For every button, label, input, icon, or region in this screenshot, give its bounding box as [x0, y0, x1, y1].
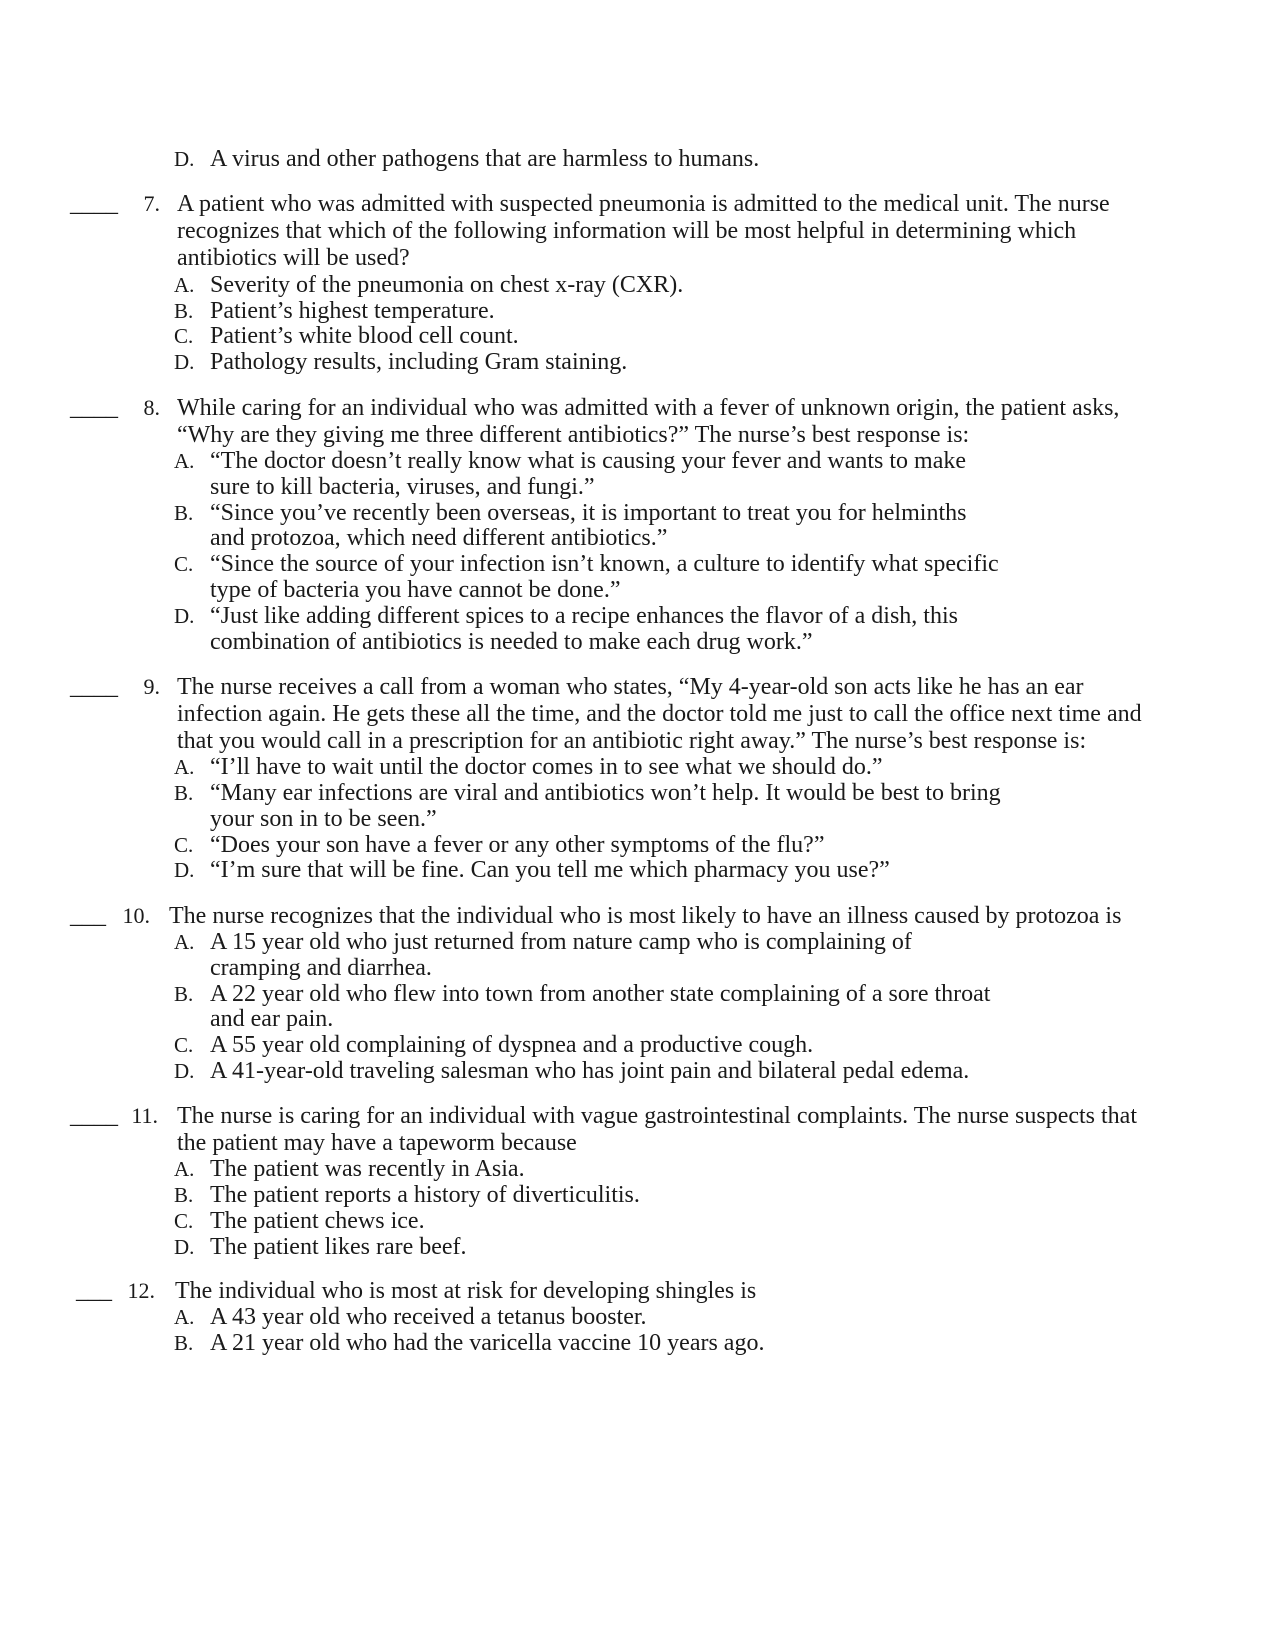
option-letter: C.: [174, 552, 194, 576]
option-text: Patient’s highest temperature.: [210, 298, 495, 324]
option-letter: C.: [174, 1033, 194, 1057]
question-stem-line: The individual who is most at risk for developing shingles is: [175, 1278, 757, 1304]
option-letter: D.: [174, 1059, 195, 1083]
option-text: type of bacteria you have cannot be done.”: [210, 577, 621, 603]
option-letter: A.: [174, 930, 195, 954]
answer-blank[interactable]: ____: [70, 191, 118, 217]
option-text: “Since the source of your infection isn’t known, a culture to identify what specific: [210, 551, 999, 577]
option-text: “Many ear infections are viral and antibiotics won’t help. It would be best to bring: [210, 780, 1001, 806]
option-letter: A.: [174, 1305, 195, 1329]
question-stem-line: “Why are they giving me three different antibiotics?” The nurse’s best response is:: [177, 422, 970, 448]
option-text: sure to kill bacteria, viruses, and fungi.”: [210, 474, 595, 500]
option-text: and ear pain.: [210, 1006, 334, 1032]
option-letter: B.: [174, 299, 194, 323]
question-stem-line: While caring for an individual who was admitted with a fever of unknown origin, the patient asks,: [177, 395, 1120, 421]
question-number: 12.: [127, 1278, 155, 1303]
option-text: and protozoa, which need different antibiotics.”: [210, 525, 668, 551]
option-text: A 22 year old who flew into town from another state complaining of a sore throat: [210, 981, 991, 1007]
question-stem-line: the patient may have a tapeworm because: [177, 1130, 577, 1156]
option-text: cramping and diarrhea.: [210, 955, 432, 981]
option-letter: C.: [174, 1209, 194, 1233]
option-letter: D.: [174, 350, 195, 374]
question-stem-line: antibiotics will be used?: [177, 245, 410, 271]
question-number: 11.: [131, 1103, 158, 1128]
answer-blank[interactable]: ____: [70, 1103, 118, 1129]
option-text: Patient’s white blood cell count.: [210, 323, 519, 349]
option-letter: D.: [174, 604, 195, 628]
question-stem-line: The nurse recognizes that the individual who is most likely to have an illness caused by protozoa is: [169, 903, 1122, 929]
option-text: A 41-year-old traveling salesman who has joint pain and bilateral pedal edema.: [210, 1058, 970, 1084]
option-letter: B.: [174, 982, 194, 1006]
option-text: “I’m sure that will be fine. Can you tell me which pharmacy you use?”: [210, 857, 890, 883]
option-text: “I’ll have to wait until the doctor comes in to see what we should do.”: [210, 754, 883, 780]
answer-blank[interactable]: ___: [70, 903, 106, 929]
option-text: Pathology results, including Gram staining.: [210, 349, 628, 375]
option-letter: B.: [174, 781, 194, 805]
option-text: The patient reports a history of diverticulitis.: [210, 1182, 640, 1208]
answer-blank[interactable]: ____: [70, 395, 118, 421]
option-text: “Just like adding different spices to a recipe enhances the flavor of a dish, this: [210, 603, 958, 629]
option-letter: D.: [174, 858, 195, 882]
option-text: The patient was recently in Asia.: [210, 1156, 525, 1182]
option-letter: A.: [174, 449, 195, 473]
option-letter: B.: [174, 1183, 194, 1207]
option-text: Severity of the pneumonia on chest x-ray (CXR).: [210, 272, 684, 298]
option-text: A 55 year old complaining of dyspnea and a productive cough.: [210, 1032, 814, 1058]
option-text: A 21 year old who had the varicella vaccine 10 years ago.: [210, 1330, 765, 1356]
option-text: The patient likes rare beef.: [210, 1234, 467, 1260]
option-letter: D.: [174, 1235, 195, 1259]
option-letter: C.: [174, 324, 194, 348]
question-number: 8.: [143, 395, 160, 420]
option-text: A 15 year old who just returned from nature camp who is complaining of: [210, 929, 912, 955]
option-letter: A.: [174, 1157, 195, 1181]
option-text: A 43 year old who received a tetanus booster.: [210, 1304, 647, 1330]
question-number: 10.: [122, 903, 150, 928]
option-text: “The doctor doesn’t really know what is causing your fever and wants to make: [210, 448, 966, 474]
option-letter: D.: [174, 147, 195, 171]
option-letter: B.: [174, 501, 194, 525]
question-stem-line: A patient who was admitted with suspected pneumonia is admitted to the medical unit. The nurse: [177, 191, 1110, 217]
question-number: 7.: [143, 191, 160, 216]
option-text: “Does your son have a fever or any other symptoms of the flu?”: [210, 832, 825, 858]
option-text: your son in to be seen.”: [210, 806, 437, 832]
option-letter: C.: [174, 833, 194, 857]
question-stem-line: infection again. He gets these all the time, and the doctor told me just to call the office next time and: [177, 701, 1142, 727]
option-text: combination of antibiotics is needed to make each drug work.”: [210, 629, 813, 655]
answer-blank[interactable]: ___: [76, 1278, 112, 1304]
answer-blank[interactable]: ____: [70, 674, 118, 700]
option-text: The patient chews ice.: [210, 1208, 425, 1234]
question-number: 9.: [143, 674, 160, 699]
question-stem-line: The nurse receives a call from a woman who states, “My 4-year-old son acts like he has an ear: [177, 674, 1084, 700]
option-text: “Since you’ve recently been overseas, it is important to treat you for helminths: [210, 500, 967, 526]
option-text: A virus and other pathogens that are harmless to humans.: [210, 146, 760, 172]
option-letter: A.: [174, 273, 195, 297]
option-letter: B.: [174, 1331, 194, 1355]
question-stem-line: The nurse is caring for an individual with vague gastrointestinal complaints. The nurse suspects that: [177, 1103, 1137, 1129]
option-letter: A.: [174, 755, 195, 779]
question-stem-line: recognizes that which of the following information will be most helpful in determining which: [177, 218, 1077, 244]
question-stem-line: that you would call in a prescription for an antibiotic right away.” The nurse’s best response is:: [177, 728, 1087, 754]
